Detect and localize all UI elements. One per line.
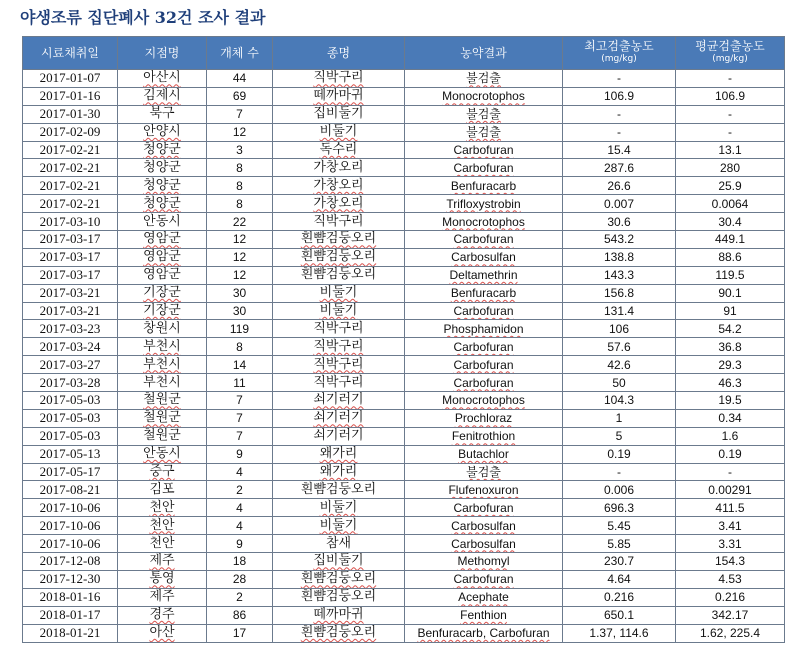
table-row bbox=[23, 624, 785, 642]
table-row bbox=[23, 517, 785, 535]
cell-max: 106.9 bbox=[563, 87, 676, 105]
cell-result: Carbosulfan bbox=[405, 517, 563, 535]
table-row bbox=[23, 141, 785, 159]
cell-avg: 106.9 bbox=[676, 87, 785, 105]
cell-species: 비둘기 bbox=[273, 284, 405, 302]
cell-max: 1.37, 114.6 bbox=[563, 624, 676, 642]
cell-avg: 54.2 bbox=[676, 320, 785, 338]
cell-location: 영암군 bbox=[118, 248, 207, 266]
cell-result: Prochloraz bbox=[405, 409, 563, 427]
cell-avg: 0.0064 bbox=[676, 195, 785, 213]
table-row bbox=[23, 445, 785, 463]
cell-avg: 0.34 bbox=[676, 409, 785, 427]
cell-species: 떼까마귀 bbox=[273, 606, 405, 624]
cell-date: 2017-02-09 bbox=[23, 123, 118, 141]
cell-avg: 29.3 bbox=[676, 356, 785, 374]
table-row bbox=[23, 463, 785, 481]
cell-date: 2017-03-17 bbox=[23, 231, 118, 249]
cell-result: Phosphamidon bbox=[405, 320, 563, 338]
table-row bbox=[23, 177, 785, 195]
table-row bbox=[23, 338, 785, 356]
cell-count: 9 bbox=[207, 535, 273, 553]
cell-location: 제주 bbox=[118, 553, 207, 571]
cell-max: 50 bbox=[563, 374, 676, 392]
column-header-count bbox=[207, 37, 273, 70]
cell-location: 철원군 bbox=[118, 409, 207, 427]
cell-location: 아산시 bbox=[118, 70, 207, 88]
cell-avg: - bbox=[676, 463, 785, 481]
cell-avg: 1.6 bbox=[676, 427, 785, 445]
cell-species: 흰뺨검둥오리 bbox=[273, 481, 405, 499]
cell-species: 흰뺨검둥오리 bbox=[273, 266, 405, 284]
cell-date: 2017-05-03 bbox=[23, 392, 118, 410]
cell-location: 부천시 bbox=[118, 338, 207, 356]
cell-max: 15.4 bbox=[563, 141, 676, 159]
cell-result: Acephate bbox=[405, 588, 563, 606]
cell-species: 직박구리 bbox=[273, 356, 405, 374]
column-header-label: 최고검출농도 bbox=[584, 39, 654, 53]
cell-count: 28 bbox=[207, 570, 273, 588]
table-row bbox=[23, 356, 785, 374]
cell-count: 69 bbox=[207, 87, 273, 105]
cell-max: - bbox=[563, 463, 676, 481]
table-row bbox=[23, 302, 785, 320]
cell-count: 12 bbox=[207, 123, 273, 141]
cell-date: 2018-01-21 bbox=[23, 624, 118, 642]
cell-max: 131.4 bbox=[563, 302, 676, 320]
cell-date: 2017-02-21 bbox=[23, 177, 118, 195]
cell-species: 떼까마귀 bbox=[273, 87, 405, 105]
cell-result: Monocrotophos bbox=[405, 213, 563, 231]
table-row bbox=[23, 213, 785, 231]
cell-species: 직박구리 bbox=[273, 320, 405, 338]
cell-result: Carbofuran bbox=[405, 338, 563, 356]
table-row bbox=[23, 588, 785, 606]
column-header-pesticide-result bbox=[405, 37, 563, 70]
cell-location: 천안 bbox=[118, 499, 207, 517]
cell-date: 2017-03-24 bbox=[23, 338, 118, 356]
cell-location: 철원군 bbox=[118, 427, 207, 445]
cell-date: 2017-03-23 bbox=[23, 320, 118, 338]
cell-count: 7 bbox=[207, 392, 273, 410]
cell-result: 불검출 bbox=[405, 70, 563, 88]
cell-max: 156.8 bbox=[563, 284, 676, 302]
cell-avg: 36.8 bbox=[676, 338, 785, 356]
cell-count: 11 bbox=[207, 374, 273, 392]
cell-max: 287.6 bbox=[563, 159, 676, 177]
cell-max: 0.006 bbox=[563, 481, 676, 499]
cell-max: - bbox=[563, 105, 676, 123]
cell-avg: 119.5 bbox=[676, 266, 785, 284]
cell-location: 통영 bbox=[118, 570, 207, 588]
cell-avg: 3.31 bbox=[676, 535, 785, 553]
cell-avg: 19.5 bbox=[676, 392, 785, 410]
column-header-label: 종명 bbox=[326, 45, 351, 60]
cell-location: 김제시 bbox=[118, 87, 207, 105]
cell-max: 138.8 bbox=[563, 248, 676, 266]
cell-date: 2017-01-16 bbox=[23, 87, 118, 105]
column-header-unit: (mg/kg) bbox=[712, 54, 748, 64]
cell-result: 불검출 bbox=[405, 123, 563, 141]
cell-max: 42.6 bbox=[563, 356, 676, 374]
cell-species: 직박구리 bbox=[273, 70, 405, 88]
cell-avg: - bbox=[676, 123, 785, 141]
cell-result: Carbosulfan bbox=[405, 248, 563, 266]
cell-max: 143.3 bbox=[563, 266, 676, 284]
table-row bbox=[23, 374, 785, 392]
cell-date: 2017-10-06 bbox=[23, 499, 118, 517]
table-row bbox=[23, 284, 785, 302]
cell-date: 2017-12-30 bbox=[23, 570, 118, 588]
cell-location: 천안 bbox=[118, 535, 207, 553]
cell-date: 2017-05-13 bbox=[23, 445, 118, 463]
cell-max: 5.45 bbox=[563, 517, 676, 535]
cell-date: 2017-03-28 bbox=[23, 374, 118, 392]
cell-location: 김포 bbox=[118, 481, 207, 499]
cell-location: 영암군 bbox=[118, 266, 207, 284]
cell-count: 2 bbox=[207, 588, 273, 606]
column-header-max-concentration bbox=[563, 37, 676, 70]
table-row bbox=[23, 248, 785, 266]
cell-species: 흰뺨검둥오리 bbox=[273, 231, 405, 249]
cell-species: 왜가리 bbox=[273, 445, 405, 463]
cell-max: 5 bbox=[563, 427, 676, 445]
cell-max: 30.6 bbox=[563, 213, 676, 231]
cell-avg: 88.6 bbox=[676, 248, 785, 266]
cell-species: 흰뺨검둥오리 bbox=[273, 570, 405, 588]
table-row bbox=[23, 392, 785, 410]
cell-avg: 0.216 bbox=[676, 588, 785, 606]
cell-species: 흰뺨검둥오리 bbox=[273, 624, 405, 642]
cell-species: 독수리 bbox=[273, 141, 405, 159]
cell-species: 가창오리 bbox=[273, 195, 405, 213]
cell-avg: 280 bbox=[676, 159, 785, 177]
cell-avg: 91 bbox=[676, 302, 785, 320]
cell-max: 0.19 bbox=[563, 445, 676, 463]
cell-count: 2 bbox=[207, 481, 273, 499]
table-row bbox=[23, 499, 785, 517]
cell-avg: 1.62, 225.4 bbox=[676, 624, 785, 642]
cell-count: 8 bbox=[207, 159, 273, 177]
cell-result: Carbofuran bbox=[405, 374, 563, 392]
cell-count: 86 bbox=[207, 606, 273, 624]
table-row bbox=[23, 553, 785, 571]
cell-location: 안양시 bbox=[118, 123, 207, 141]
cell-date: 2017-03-17 bbox=[23, 266, 118, 284]
column-header-sample-date bbox=[23, 37, 118, 70]
cell-max: 650.1 bbox=[563, 606, 676, 624]
cell-species: 쇠기러기 bbox=[273, 409, 405, 427]
cell-count: 7 bbox=[207, 427, 273, 445]
cell-date: 2017-03-21 bbox=[23, 302, 118, 320]
cell-species: 비둘기 bbox=[273, 517, 405, 535]
cell-location: 영암군 bbox=[118, 231, 207, 249]
cell-result: Fenitrothion bbox=[405, 427, 563, 445]
cell-result: 불검출 bbox=[405, 463, 563, 481]
cell-max: 57.6 bbox=[563, 338, 676, 356]
cell-max: - bbox=[563, 70, 676, 88]
cell-location: 부천시 bbox=[118, 374, 207, 392]
cell-date: 2017-03-10 bbox=[23, 213, 118, 231]
cell-species: 비둘기 bbox=[273, 302, 405, 320]
cell-count: 12 bbox=[207, 231, 273, 249]
column-header-avg-concentration bbox=[676, 37, 785, 70]
cell-result: Benfuracarb bbox=[405, 284, 563, 302]
cell-count: 22 bbox=[207, 213, 273, 231]
table-row bbox=[23, 535, 785, 553]
cell-location: 기장군 bbox=[118, 302, 207, 320]
column-header-label: 농약결과 bbox=[460, 45, 507, 60]
cell-species: 직박구리 bbox=[273, 338, 405, 356]
cell-avg: 411.5 bbox=[676, 499, 785, 517]
cell-max: 696.3 bbox=[563, 499, 676, 517]
column-header-label: 시료채취일 bbox=[41, 45, 99, 60]
cell-avg: 0.00291 bbox=[676, 481, 785, 499]
column-header-label: 지점명 bbox=[144, 45, 180, 60]
cell-avg: 30.4 bbox=[676, 213, 785, 231]
cell-location: 아산 bbox=[118, 624, 207, 642]
cell-avg: - bbox=[676, 105, 785, 123]
cell-location: 안동시 bbox=[118, 445, 207, 463]
cell-date: 2017-02-21 bbox=[23, 141, 118, 159]
table-row bbox=[23, 481, 785, 499]
cell-max: 543.2 bbox=[563, 231, 676, 249]
table-body bbox=[23, 70, 785, 643]
cell-result: Butachlor bbox=[405, 445, 563, 463]
cell-date: 2017-05-03 bbox=[23, 427, 118, 445]
cell-count: 4 bbox=[207, 499, 273, 517]
cell-result: Methomyl bbox=[405, 553, 563, 571]
table-row bbox=[23, 570, 785, 588]
table-row bbox=[23, 70, 785, 88]
cell-location: 청양군 bbox=[118, 141, 207, 159]
cell-result: Trifloxystrobin bbox=[405, 195, 563, 213]
cell-result: Carbofuran bbox=[405, 356, 563, 374]
cell-species: 직박구리 bbox=[273, 213, 405, 231]
cell-max: 104.3 bbox=[563, 392, 676, 410]
cell-result: Fenthion bbox=[405, 606, 563, 624]
cell-result: Monocrotophos bbox=[405, 392, 563, 410]
cell-species: 가창오리 bbox=[273, 159, 405, 177]
cell-result: Carbofuran bbox=[405, 231, 563, 249]
table-row bbox=[23, 87, 785, 105]
cell-result: Carbosulfan bbox=[405, 535, 563, 553]
cell-count: 12 bbox=[207, 248, 273, 266]
cell-max: 1 bbox=[563, 409, 676, 427]
cell-max: 106 bbox=[563, 320, 676, 338]
cell-result: Carbofuran bbox=[405, 159, 563, 177]
cell-location: 창원시 bbox=[118, 320, 207, 338]
cell-species: 쇠기러기 bbox=[273, 427, 405, 445]
cell-result: Deltamethrin bbox=[405, 266, 563, 284]
cell-location: 청양군 bbox=[118, 159, 207, 177]
table-row bbox=[23, 427, 785, 445]
cell-max: 26.6 bbox=[563, 177, 676, 195]
cell-count: 30 bbox=[207, 302, 273, 320]
cell-date: 2017-08-21 bbox=[23, 481, 118, 499]
cell-count: 44 bbox=[207, 70, 273, 88]
cell-avg: 342.17 bbox=[676, 606, 785, 624]
cell-max: 0.007 bbox=[563, 195, 676, 213]
cell-count: 8 bbox=[207, 177, 273, 195]
cell-count: 12 bbox=[207, 266, 273, 284]
cell-location: 부천시 bbox=[118, 356, 207, 374]
cell-count: 30 bbox=[207, 284, 273, 302]
cell-count: 9 bbox=[207, 445, 273, 463]
cell-avg: 25.9 bbox=[676, 177, 785, 195]
cell-avg: 0.19 bbox=[676, 445, 785, 463]
cell-date: 2017-02-21 bbox=[23, 195, 118, 213]
cell-max: 0.216 bbox=[563, 588, 676, 606]
table-row bbox=[23, 159, 785, 177]
column-header-location bbox=[118, 37, 207, 70]
cell-avg: 4.53 bbox=[676, 570, 785, 588]
cell-count: 14 bbox=[207, 356, 273, 374]
cell-count: 8 bbox=[207, 338, 273, 356]
cell-date: 2017-10-06 bbox=[23, 535, 118, 553]
cell-avg: 449.1 bbox=[676, 231, 785, 249]
table-row bbox=[23, 123, 785, 141]
cell-date: 2018-01-17 bbox=[23, 606, 118, 624]
cell-location: 청양군 bbox=[118, 177, 207, 195]
cell-location: 북구 bbox=[118, 105, 207, 123]
cell-count: 7 bbox=[207, 105, 273, 123]
cell-date: 2017-03-27 bbox=[23, 356, 118, 374]
cell-species: 집비둘기 bbox=[273, 553, 405, 571]
cell-count: 4 bbox=[207, 517, 273, 535]
cell-species: 흰뺨검둥오리 bbox=[273, 248, 405, 266]
cell-location: 안동시 bbox=[118, 213, 207, 231]
cell-species: 가창오리 bbox=[273, 177, 405, 195]
cell-count: 4 bbox=[207, 463, 273, 481]
cell-result: Monocrotophos bbox=[405, 87, 563, 105]
cell-location: 제주 bbox=[118, 588, 207, 606]
cell-date: 2017-01-30 bbox=[23, 105, 118, 123]
cell-location: 청양군 bbox=[118, 195, 207, 213]
column-header-label: 평균검출농도 bbox=[695, 39, 765, 53]
cell-count: 7 bbox=[207, 409, 273, 427]
cell-result: Carbofuran bbox=[405, 570, 563, 588]
cell-result: 불검출 bbox=[405, 105, 563, 123]
results-table bbox=[22, 36, 785, 643]
cell-date: 2017-02-21 bbox=[23, 159, 118, 177]
cell-result: Carbofuran bbox=[405, 302, 563, 320]
cell-species: 쇠기러기 bbox=[273, 392, 405, 410]
cell-max: 230.7 bbox=[563, 553, 676, 571]
cell-avg: 154.3 bbox=[676, 553, 785, 571]
cell-location: 경주 bbox=[118, 606, 207, 624]
table-row bbox=[23, 266, 785, 284]
cell-result: Flufenoxuron bbox=[405, 481, 563, 499]
table-row bbox=[23, 105, 785, 123]
table-row bbox=[23, 606, 785, 624]
cell-date: 2017-10-06 bbox=[23, 517, 118, 535]
cell-date: 2017-03-21 bbox=[23, 284, 118, 302]
table-header-row bbox=[23, 37, 785, 70]
cell-location: 중구 bbox=[118, 463, 207, 481]
cell-species: 직박구리 bbox=[273, 374, 405, 392]
cell-result: Benfuracarb bbox=[405, 177, 563, 195]
cell-location: 철원군 bbox=[118, 392, 207, 410]
table-row bbox=[23, 409, 785, 427]
cell-date: 2017-05-03 bbox=[23, 409, 118, 427]
cell-count: 17 bbox=[207, 624, 273, 642]
table-row bbox=[23, 320, 785, 338]
cell-date: 2017-05-17 bbox=[23, 463, 118, 481]
cell-avg: 90.1 bbox=[676, 284, 785, 302]
column-header-species bbox=[273, 37, 405, 70]
column-header-label: 개체 수 bbox=[220, 45, 259, 60]
cell-species: 참새 bbox=[273, 535, 405, 553]
table-row bbox=[23, 231, 785, 249]
column-header-unit: (mg/kg) bbox=[601, 54, 637, 64]
cell-species: 비둘기 bbox=[273, 123, 405, 141]
cell-date: 2017-01-07 bbox=[23, 70, 118, 88]
cell-result: Benfuracarb, Carbofuran bbox=[405, 624, 563, 642]
cell-max: - bbox=[563, 123, 676, 141]
cell-count: 3 bbox=[207, 141, 273, 159]
cell-species: 왜가리 bbox=[273, 463, 405, 481]
cell-max: 4.64 bbox=[563, 570, 676, 588]
cell-count: 8 bbox=[207, 195, 273, 213]
cell-count: 18 bbox=[207, 553, 273, 571]
cell-date: 2017-03-17 bbox=[23, 248, 118, 266]
cell-avg: 46.3 bbox=[676, 374, 785, 392]
page-title: 야생조류 집단폐사 32건 조사 결과 bbox=[20, 8, 266, 27]
table-row bbox=[23, 195, 785, 213]
cell-avg: 3.41 bbox=[676, 517, 785, 535]
cell-avg: - bbox=[676, 70, 785, 88]
cell-location: 천안 bbox=[118, 517, 207, 535]
cell-max: 5.85 bbox=[563, 535, 676, 553]
cell-result: Carbofuran bbox=[405, 141, 563, 159]
cell-result: Carbofuran bbox=[405, 499, 563, 517]
cell-location: 기장군 bbox=[118, 284, 207, 302]
cell-count: 119 bbox=[207, 320, 273, 338]
cell-avg: 13.1 bbox=[676, 141, 785, 159]
cell-date: 2017-12-08 bbox=[23, 553, 118, 571]
cell-species: 흰뺨검둥오리 bbox=[273, 588, 405, 606]
cell-date: 2018-01-16 bbox=[23, 588, 118, 606]
cell-species: 비둘기 bbox=[273, 499, 405, 517]
cell-species: 집비둘기 bbox=[273, 105, 405, 123]
